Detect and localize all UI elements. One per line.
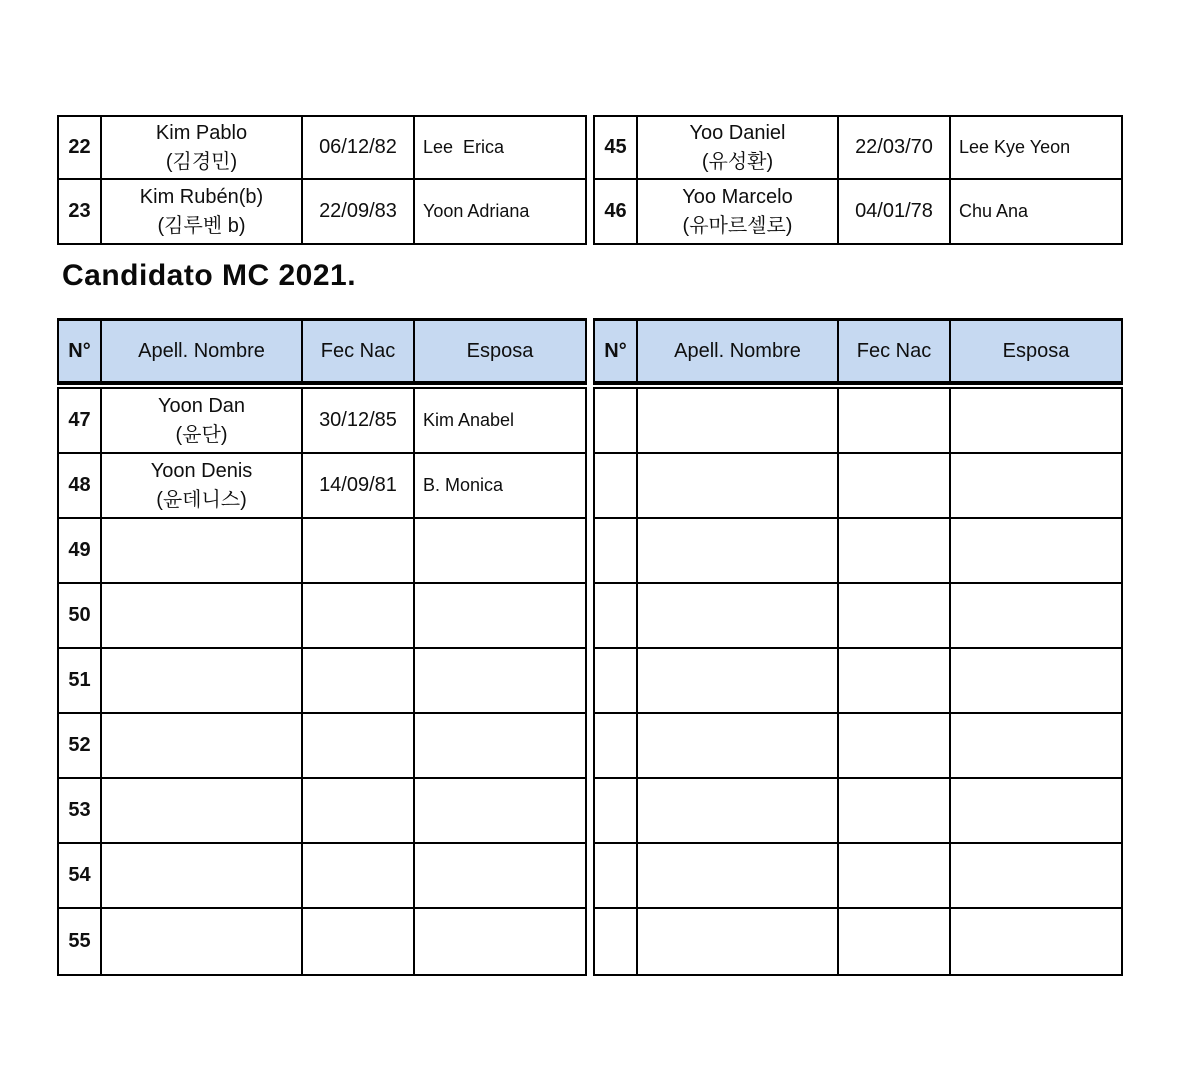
- table-row: [59, 714, 585, 779]
- table-candidates-bottom-right: [593, 318, 1123, 976]
- cell-fec-nac-text: 14/09/81: [319, 474, 397, 496]
- cell-number-text: 22: [68, 136, 91, 158]
- cell-fec-nac-text: 22/03/70: [855, 136, 933, 158]
- header-cell-number-text: N°: [604, 339, 627, 362]
- cell-fec-nac: [303, 909, 415, 974]
- table-row: [59, 844, 585, 909]
- table-members-top-left: [57, 115, 587, 245]
- table-row: [595, 844, 1121, 909]
- cell-fec-nac: [303, 779, 415, 844]
- cell-number-text: 49: [68, 539, 91, 561]
- table-row: [59, 180, 585, 243]
- cell-esposa: [415, 117, 585, 180]
- cell-number-text: 54: [68, 864, 91, 886]
- name-korean: (윤단): [175, 423, 228, 446]
- name-latin: Yoon Dan: [157, 394, 246, 417]
- cell-name: [638, 844, 839, 909]
- header-cell-apell-nombre: [638, 321, 839, 381]
- cell-number: [595, 454, 638, 519]
- cell-number: [59, 389, 102, 454]
- cell-fec-nac: [303, 389, 415, 454]
- cell-fec-nac: [303, 117, 415, 180]
- header-cell-apell-nombre-text: Apell. Nombre: [674, 339, 801, 362]
- name-korean: (유성환): [701, 150, 774, 173]
- cell-number: [59, 180, 102, 243]
- table-row: [59, 454, 585, 519]
- cell-number-text: 23: [68, 200, 91, 222]
- cell-esposa: [415, 584, 585, 649]
- table-row: [59, 389, 585, 454]
- table-row: [595, 649, 1121, 714]
- cell-fec-nac: [303, 584, 415, 649]
- header-cell-number-text: N°: [68, 339, 91, 362]
- table-row: [59, 649, 585, 714]
- cell-esposa-text: Yoon Adriana: [423, 201, 530, 221]
- table-header-row: [57, 318, 587, 385]
- section-title: Candidato MC 2021.: [62, 259, 357, 292]
- table-candidates-bottom-left: [57, 318, 587, 976]
- name-latin: Kim Rubén(b): [139, 185, 264, 208]
- cell-esposa: [415, 714, 585, 779]
- header-cell-fec-nac: [303, 321, 415, 381]
- cell-number: [595, 584, 638, 649]
- cell-name: [638, 909, 839, 974]
- table-row: [59, 519, 585, 584]
- cell-number: [59, 519, 102, 584]
- cell-number-text: 51: [68, 669, 91, 691]
- table-row: [595, 117, 1121, 180]
- cell-name: [102, 844, 303, 909]
- cell-number-text: 47: [68, 409, 91, 431]
- cell-fec-nac: [839, 844, 951, 909]
- cell-fec-nac: [303, 519, 415, 584]
- name-korean: (김경민): [165, 150, 238, 173]
- cell-name: [638, 649, 839, 714]
- name-latin: Yoo Marcelo: [682, 185, 793, 208]
- name-latin: Yoo Daniel: [689, 121, 786, 144]
- cell-name: [102, 584, 303, 649]
- table-row: [595, 909, 1121, 974]
- cell-esposa: [415, 519, 585, 584]
- cell-fec-nac: [303, 649, 415, 714]
- cell-esposa: [951, 454, 1121, 519]
- cell-number-text: 53: [68, 799, 91, 821]
- cell-fec-nac: [839, 389, 951, 454]
- cell-name: [102, 714, 303, 779]
- table-row: [595, 779, 1121, 844]
- table-row: [59, 584, 585, 649]
- header-cell-esposa-text: Esposa: [1002, 339, 1070, 362]
- cell-number: [59, 714, 102, 779]
- name-korean: (유마르셀로): [682, 214, 793, 237]
- header-cell-apell-nombre: [102, 321, 303, 381]
- cell-esposa-text: Lee Kye Yeon: [959, 137, 1071, 157]
- header-cell-esposa: [415, 321, 585, 381]
- cell-name: [638, 117, 839, 180]
- cell-fec-nac: [303, 844, 415, 909]
- cell-number-text: 55: [68, 930, 91, 952]
- cell-number: [595, 844, 638, 909]
- cell-esposa: [415, 779, 585, 844]
- cell-esposa: [415, 649, 585, 714]
- table-row: [59, 779, 585, 844]
- cell-fec-nac: [303, 454, 415, 519]
- header-cell-number: [595, 321, 638, 381]
- cell-number-text: 52: [68, 734, 91, 756]
- cell-name: [102, 649, 303, 714]
- cell-esposa: [415, 389, 585, 454]
- cell-name: [102, 180, 303, 243]
- cell-fec-nac: [839, 180, 951, 243]
- cell-name: [102, 389, 303, 454]
- cell-number-text: 45: [604, 136, 627, 158]
- cell-name: [638, 584, 839, 649]
- table-row: [595, 584, 1121, 649]
- table-row: [595, 519, 1121, 584]
- cell-name: [638, 779, 839, 844]
- table-row: [595, 389, 1121, 454]
- cell-number: [59, 844, 102, 909]
- cell-fec-nac: [839, 714, 951, 779]
- cell-number: [59, 649, 102, 714]
- table-row: [595, 180, 1121, 243]
- cell-fec-nac-text: 22/09/83: [319, 200, 397, 222]
- cell-fec-nac-text: 06/12/82: [319, 136, 397, 158]
- name-latin: Yoon Denis: [150, 459, 253, 482]
- cell-fec-nac: [839, 909, 951, 974]
- header-cell-number: [59, 321, 102, 381]
- cell-number: [595, 779, 638, 844]
- header-cell-apell-nombre-text: Apell. Nombre: [138, 339, 265, 362]
- table-row: [59, 909, 585, 974]
- cell-esposa: [415, 180, 585, 243]
- header-cell-esposa-text: Esposa: [466, 339, 534, 362]
- table-body: [57, 387, 587, 976]
- cell-number: [59, 909, 102, 974]
- cell-fec-nac: [303, 714, 415, 779]
- cell-number: [595, 909, 638, 974]
- header-cell-fec-nac: [839, 321, 951, 381]
- header-cell-esposa: [951, 321, 1121, 381]
- cell-number-text: 48: [68, 474, 91, 496]
- cell-esposa-text: Chu Ana: [959, 201, 1029, 221]
- table-body: [593, 387, 1123, 976]
- cell-name: [102, 779, 303, 844]
- cell-esposa: [951, 649, 1121, 714]
- cell-esposa: [951, 779, 1121, 844]
- cell-name: [102, 454, 303, 519]
- cell-number: [59, 117, 102, 180]
- cell-fec-nac: [839, 584, 951, 649]
- table-row: [595, 454, 1121, 519]
- cell-fec-nac-text: 30/12/85: [319, 409, 397, 431]
- name-korean: (김루벤 b): [157, 214, 246, 237]
- cell-esposa: [951, 180, 1121, 243]
- cell-fec-nac: [303, 180, 415, 243]
- cell-name: [638, 454, 839, 519]
- cell-number: [59, 779, 102, 844]
- cell-number: [595, 180, 638, 243]
- cell-name: [102, 519, 303, 584]
- name-korean: (윤데니스): [156, 488, 247, 511]
- header-cell-fec-nac-text: Fec Nac: [856, 339, 932, 362]
- cell-fec-nac: [839, 779, 951, 844]
- cell-number: [595, 649, 638, 714]
- cell-fec-nac: [839, 117, 951, 180]
- cell-esposa: [951, 117, 1121, 180]
- table-row: [595, 714, 1121, 779]
- cell-name: [102, 117, 303, 180]
- cell-esposa: [951, 844, 1121, 909]
- cell-fec-nac-text: 04/01/78: [855, 200, 933, 222]
- header-cell-fec-nac-text: Fec Nac: [320, 339, 396, 362]
- cell-number-text: 46: [604, 200, 627, 222]
- cell-number: [595, 519, 638, 584]
- cell-number-text: 50: [68, 604, 91, 626]
- table-header-row: [593, 318, 1123, 385]
- cell-name: [638, 180, 839, 243]
- cell-number: [595, 117, 638, 180]
- cell-esposa: [415, 909, 585, 974]
- cell-name: [102, 909, 303, 974]
- cell-esposa-text: Kim Anabel: [423, 410, 515, 430]
- cell-number: [595, 389, 638, 454]
- cell-name: [638, 714, 839, 779]
- table-row: [59, 117, 585, 180]
- cell-number: [59, 584, 102, 649]
- cell-fec-nac: [839, 519, 951, 584]
- cell-esposa: [951, 389, 1121, 454]
- cell-esposa: [415, 454, 585, 519]
- cell-number: [595, 714, 638, 779]
- cell-esposa-text: Lee Erica: [423, 137, 505, 157]
- cell-name: [638, 389, 839, 454]
- cell-esposa: [951, 714, 1121, 779]
- cell-esposa: [951, 909, 1121, 974]
- table-members-top-right: [593, 115, 1123, 245]
- cell-number: [59, 454, 102, 519]
- name-latin: Kim Pablo: [155, 121, 248, 144]
- cell-fec-nac: [839, 649, 951, 714]
- cell-esposa-text: B. Monica: [423, 475, 504, 495]
- cell-esposa: [415, 844, 585, 909]
- cell-fec-nac: [839, 454, 951, 519]
- cell-name: [638, 519, 839, 584]
- cell-esposa: [951, 584, 1121, 649]
- cell-esposa: [951, 519, 1121, 584]
